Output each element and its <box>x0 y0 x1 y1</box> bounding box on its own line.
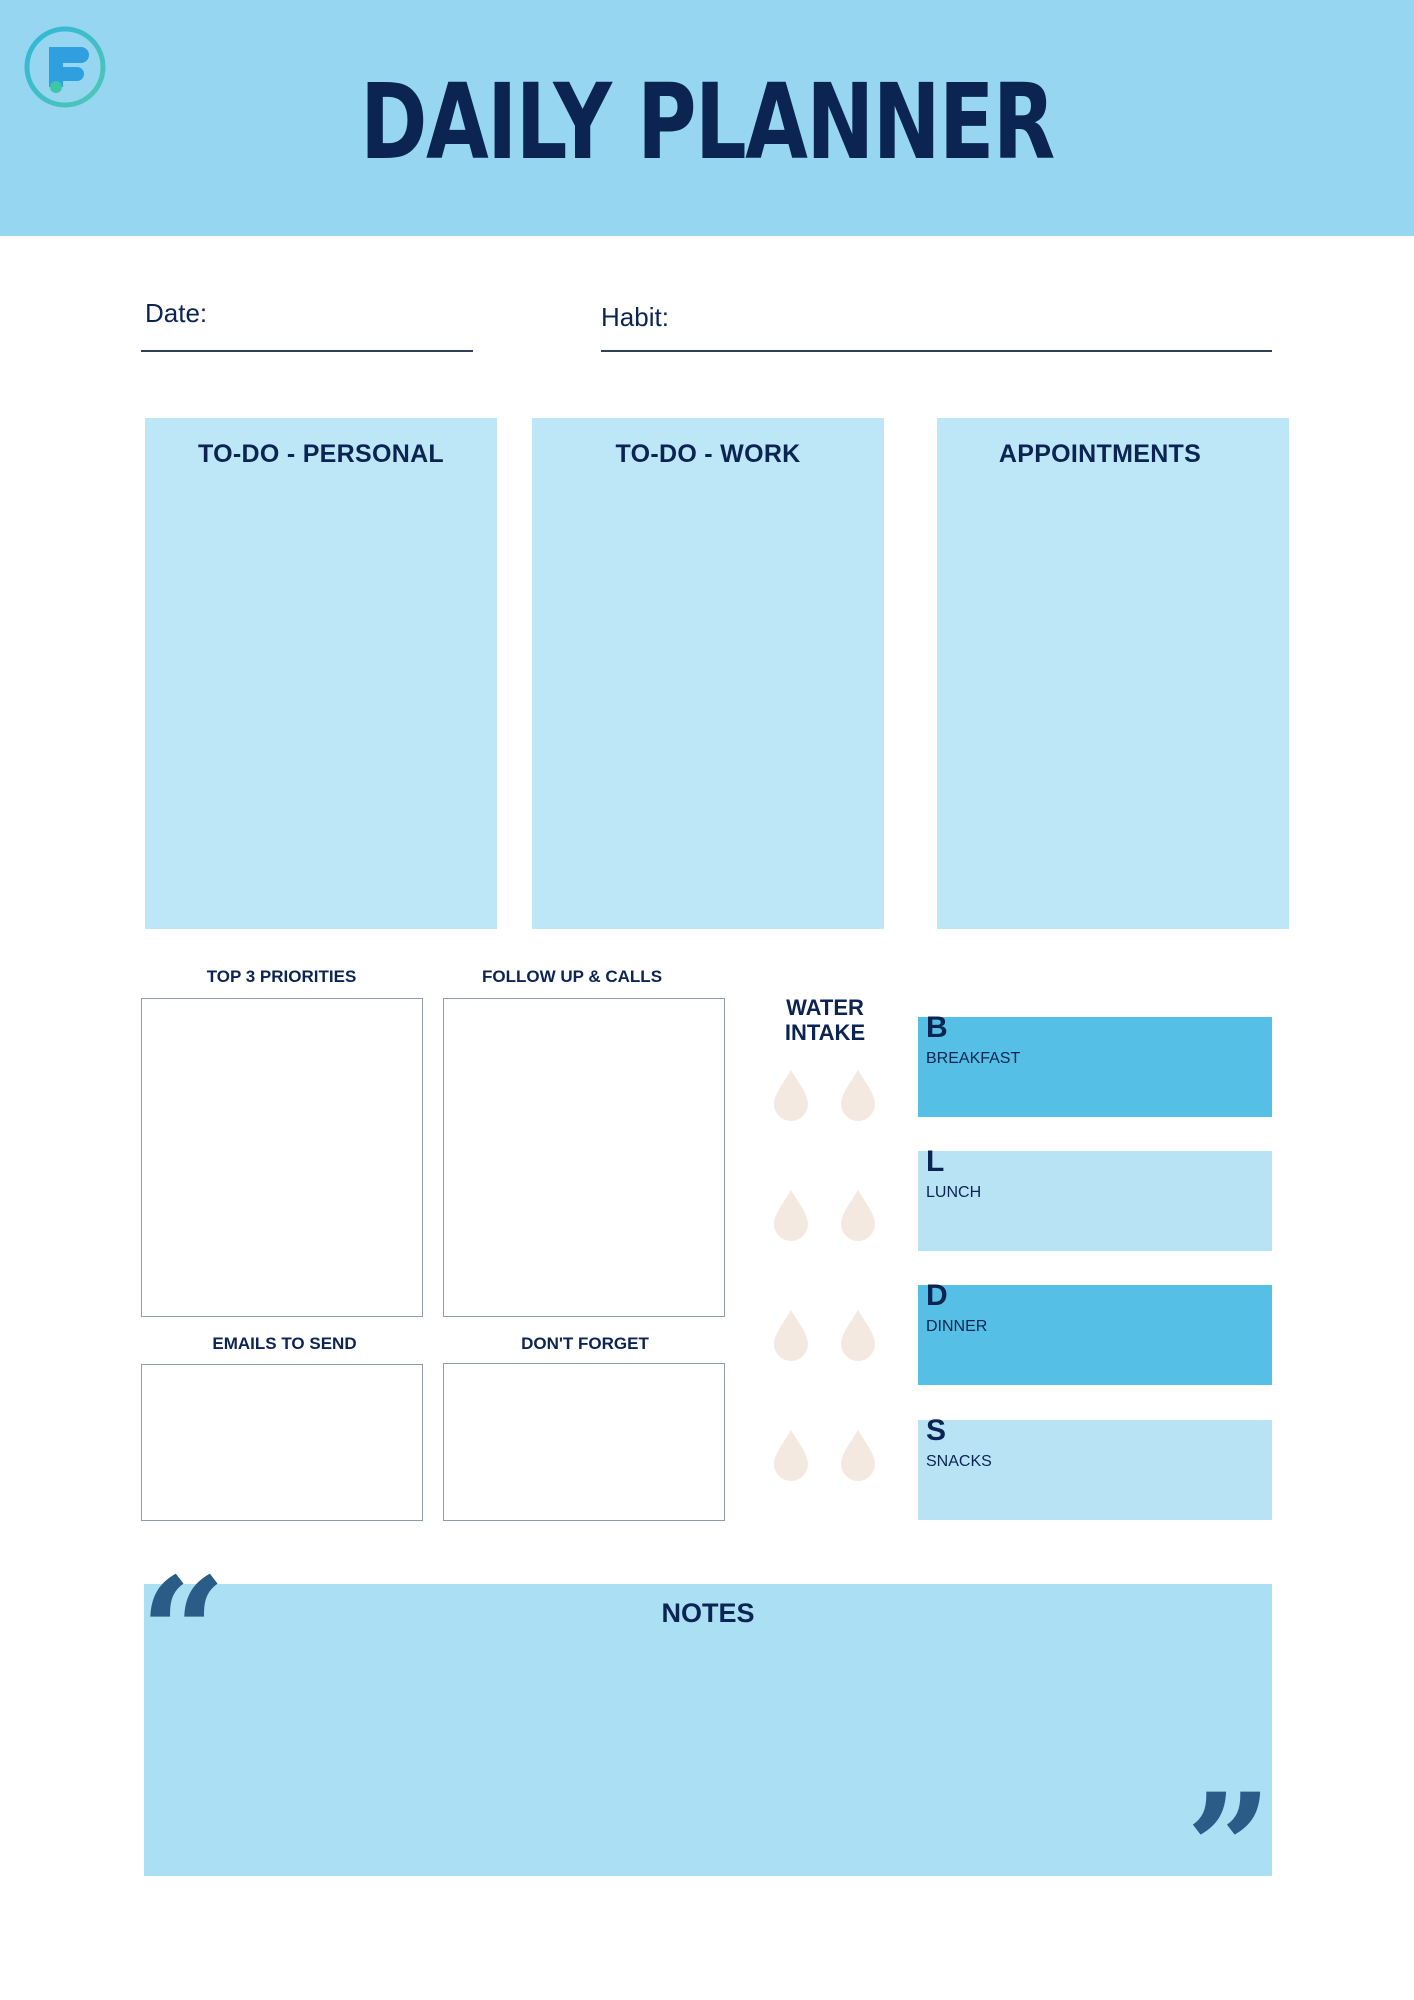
meal-breakfast[interactable] <box>918 1011 1272 1117</box>
priorities-title: TOP 3 PRIORITIES <box>206 967 357 986</box>
todo-personal-title: TO-DO - PERSONAL <box>197 440 444 468</box>
appointments-panel[interactable] <box>937 418 1289 929</box>
water-drop-icon[interactable] <box>839 1188 877 1242</box>
water-title-line2: INTAKE <box>784 1020 866 1046</box>
dont-forget-box[interactable] <box>443 1363 725 1521</box>
follow-up-title: FOLLOW UP & CALLS <box>481 967 663 986</box>
notes-title: NOTES <box>661 1598 755 1628</box>
water-drop-icon[interactable] <box>772 1068 810 1122</box>
close-quote-icon: ” <box>1185 1761 1272 1937</box>
open-quote-icon: “ <box>140 1545 227 1721</box>
date-line[interactable] <box>141 350 473 352</box>
meal-letter: S <box>926 1414 947 1447</box>
meal-dinner[interactable] <box>918 1279 1272 1385</box>
meal-letter: B <box>926 1011 948 1044</box>
appointments-title: APPOINTMENTS <box>998 440 1202 468</box>
todo-work-title: TO-DO - WORK <box>615 440 801 468</box>
water-drop-icon[interactable] <box>772 1188 810 1242</box>
meal-lunch[interactable] <box>918 1145 1272 1251</box>
logo-icon <box>24 26 106 108</box>
page-title: DAILY PLANNER <box>360 61 1054 183</box>
water-drop-icon[interactable] <box>839 1428 877 1482</box>
dont-forget-title: DON'T FORGET <box>521 1334 649 1353</box>
date-label: Date: <box>145 298 208 328</box>
todo-personal-panel[interactable] <box>145 418 497 929</box>
meal-snacks[interactable] <box>918 1414 1272 1520</box>
meal-name: BREAKFAST <box>926 1050 1021 1067</box>
habit-line[interactable] <box>601 350 1272 352</box>
emails-title: EMAILS TO SEND <box>212 1334 357 1353</box>
meal-letter: L <box>926 1145 945 1178</box>
notes-panel[interactable] <box>140 1545 1272 1937</box>
water-drop-icon[interactable] <box>772 1428 810 1482</box>
emails-box[interactable] <box>141 1364 423 1521</box>
water-intake-title <box>765 995 885 1046</box>
water-title-line1: WATER <box>786 995 864 1020</box>
priorities-box[interactable] <box>141 998 423 1317</box>
habit-label: Habit: <box>601 302 669 332</box>
water-drop-icon[interactable] <box>772 1308 810 1362</box>
meal-name: SNACKS <box>926 1453 992 1470</box>
meal-name: LUNCH <box>926 1184 982 1201</box>
water-drop-icon[interactable] <box>839 1308 877 1362</box>
follow-up-box[interactable] <box>443 998 725 1317</box>
meal-letter: D <box>926 1279 948 1312</box>
water-drop-icon[interactable] <box>839 1068 877 1122</box>
todo-work-panel[interactable] <box>532 418 884 929</box>
meal-name: DINNER <box>926 1318 988 1335</box>
